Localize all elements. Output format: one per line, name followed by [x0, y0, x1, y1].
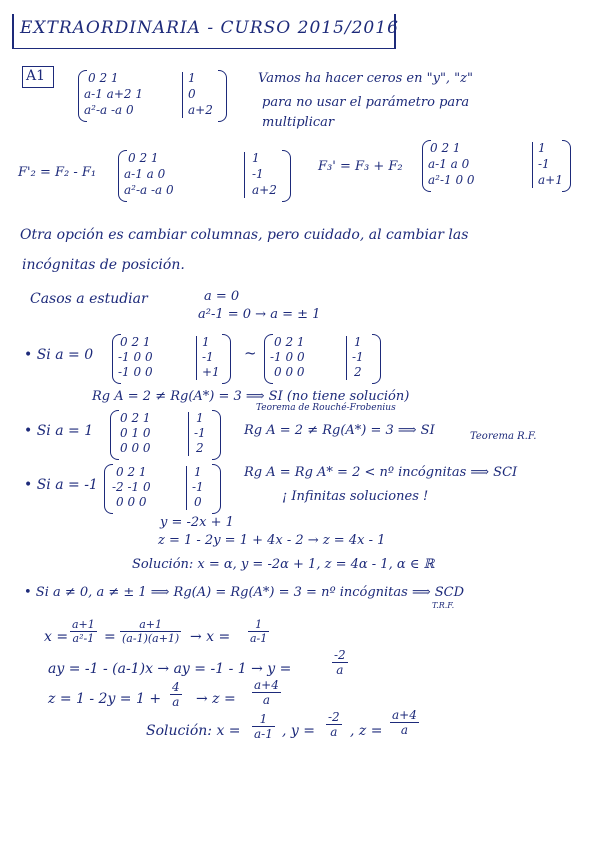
- fraction-denominator: a: [330, 725, 338, 739]
- equivalence-symbol: ~: [244, 344, 257, 362]
- fraction-numerator: 1: [248, 618, 269, 632]
- rank-statement: Rg A = 2 ≠ Rg(A*) = 3 ⟹ SI (no tiene solución): [92, 389, 410, 404]
- matrix-bracket-right: [282, 150, 291, 202]
- matrix-rhs: a+2: [188, 103, 213, 117]
- fraction-denominator: a: [262, 693, 270, 707]
- y-equation: ay = -1 - (a-1)x → ay = -1 - 1 → y =: [48, 661, 292, 677]
- matrix-bracket-right: [372, 334, 381, 384]
- fraction: [170, 680, 182, 709]
- case-heading: • Si a = 1: [24, 423, 94, 439]
- matrix-rhs: 1: [538, 141, 546, 155]
- matrix-rhs: 0: [188, 87, 196, 101]
- matrix-row: -2 -1 0: [112, 480, 151, 494]
- page-title: EXTRAORDINARIA - CURSO 2015/2016: [20, 18, 399, 38]
- augment-bar: [186, 466, 187, 510]
- note-line: para no usar el parámetro para: [262, 95, 470, 110]
- fraction-denominator: a: [336, 663, 344, 677]
- fraction: [252, 712, 275, 741]
- fraction: [332, 648, 348, 677]
- matrix-row: 0 2 1: [430, 141, 461, 155]
- matrix-row: 0 1 0: [120, 426, 151, 440]
- fraction-numerator: a+4: [392, 708, 417, 722]
- matrix-rhs: +1: [202, 365, 220, 379]
- note-line: Vamos ha hacer ceros en "y", "z": [258, 71, 473, 86]
- matrix-row: 0 2 1: [128, 151, 159, 165]
- matrix-row: 0 0 0: [116, 495, 147, 509]
- augment-bar: [346, 336, 347, 380]
- case-heading: • Si a = -1: [24, 477, 98, 493]
- final-y-label: , y =: [282, 723, 315, 739]
- note-line: multiplicar: [262, 115, 335, 130]
- fraction-numerator: 4: [172, 680, 180, 694]
- matrix-row: a-1 a+2 1: [84, 87, 143, 101]
- matrix-row: 0 2 1: [274, 335, 305, 349]
- theorem-label: Teorema de Rouché-Frobenius: [256, 403, 396, 413]
- theorem-label: Teorema R.F.: [470, 431, 537, 442]
- matrix-row: -1 0 0: [270, 350, 305, 364]
- rank-statement: Rg A = 2 ≠ Rg(A*) = 3 ⟹ SI: [244, 423, 435, 438]
- rank-statement: Rg A = Rg A* = 2 < nº incógnitas ⟹ SCI: [244, 465, 518, 480]
- equation-line: y = -2x + 1: [160, 515, 234, 530]
- augment-bar: [188, 412, 189, 456]
- fraction-numerator: a+1: [72, 618, 95, 631]
- theorem-label: T.R.F.: [432, 601, 455, 610]
- fraction: [390, 708, 419, 737]
- matrix-row: 0 0 0: [120, 441, 151, 455]
- matrix-rhs: 1: [196, 411, 204, 425]
- augment-bar: [182, 72, 183, 118]
- x-equation-lhs: x =: [44, 629, 69, 645]
- matrix-row: a-1 a 0: [428, 157, 470, 171]
- exercise-label: A1: [26, 68, 46, 84]
- fraction-denominator: a: [400, 723, 408, 737]
- matrix-rhs: -1: [538, 157, 550, 171]
- matrix-row: 0 2 1: [116, 465, 147, 479]
- fraction-numerator: a+1: [120, 618, 181, 632]
- matrix-row: a²-a -a 0: [84, 103, 134, 117]
- fraction: [70, 618, 97, 645]
- augment-bar: [532, 142, 533, 188]
- alternative-note: Otra opción es cambiar columnas, pero cuidado, al cambiar las: [20, 227, 469, 243]
- fraction-denominator: a²-1: [72, 632, 95, 645]
- equation-line: z = 1 - 2y = 1 + 4x - 2 → z = 4x - 1: [158, 533, 386, 548]
- fraction-numerator: a+4: [254, 678, 279, 692]
- fraction: [326, 710, 342, 739]
- matrix-rhs: a+1: [538, 173, 563, 187]
- case-condition: a = 0: [204, 289, 240, 304]
- cases-intro: Casos a estudiar: [30, 291, 148, 307]
- fraction-denominator: a-1: [250, 632, 268, 645]
- matrix-row: a²-a -a 0: [124, 183, 174, 197]
- equals-sign: =: [104, 629, 116, 645]
- matrix-rhs: 1: [188, 71, 196, 85]
- matrix-row: -1 0 0: [118, 350, 153, 364]
- final-z-label: , z =: [350, 723, 383, 739]
- fraction-denominator: a: [172, 695, 180, 709]
- matrix-rhs: 1: [354, 335, 362, 349]
- fraction-denominator: (a-1)(a+1): [122, 632, 180, 645]
- augment-bar: [196, 336, 197, 380]
- matrix-row: a-1 a 0: [124, 167, 166, 181]
- matrix-rhs: 2: [354, 365, 362, 379]
- alternative-note: incógnitas de posición.: [22, 257, 185, 273]
- general-case: • Si a ≠ 0, a ≠ ± 1 ⟹ Rg(A) = Rg(A*) = 3 = nº incógnitas ⟹ SCD: [24, 585, 465, 600]
- matrix-bracket-right: [562, 140, 571, 192]
- final-solution-label: Solución: x =: [146, 723, 241, 739]
- solution-line: Solución: x = α, y = -2α + 1, z = 4α - 1, α ∈ ℝ: [132, 557, 435, 572]
- augment-bar: [244, 152, 245, 198]
- fraction: [248, 618, 269, 645]
- matrix-row: 0 2 1: [88, 71, 119, 85]
- matrix-bracket-right: [218, 70, 227, 122]
- matrix-rhs: -1: [252, 167, 264, 181]
- fraction-numerator: -2: [328, 710, 340, 724]
- matrix-rhs: -1: [352, 350, 364, 364]
- z-equation: z = 1 - 2y = 1 +: [48, 691, 162, 707]
- matrix-row: 0 0 0: [274, 365, 305, 379]
- matrix-rhs: -1: [192, 480, 204, 494]
- matrix-rhs: 1: [194, 465, 202, 479]
- matrix-rhs: -1: [202, 350, 214, 364]
- matrix-bracket-right: [212, 410, 221, 460]
- matrix-rhs: 1: [202, 335, 210, 349]
- matrix-rhs: 0: [194, 495, 202, 509]
- matrix-rhs: 2: [196, 441, 204, 455]
- fraction-numerator: 1: [252, 712, 275, 727]
- matrix-row: 0 2 1: [120, 411, 151, 425]
- matrix-bracket-right: [212, 464, 221, 514]
- row-operation: F₃' = F₃ + F₂: [318, 159, 403, 174]
- matrix-bracket-left: [110, 410, 119, 460]
- infinite-solutions-note: ¡ Infinitas soluciones !: [282, 489, 429, 504]
- fraction: [252, 678, 281, 707]
- arrow-result: → z =: [196, 691, 236, 707]
- matrix-bracket-right: [222, 334, 231, 384]
- matrix-row: -1 0 0: [118, 365, 153, 379]
- matrix-row: 0 2 1: [120, 335, 151, 349]
- case-condition: a²-1 = 0 → a = ± 1: [198, 307, 321, 322]
- fraction-numerator: -2: [334, 648, 346, 662]
- matrix-rhs: -1: [194, 426, 206, 440]
- row-operation: F'₂ = F₂ - F₁: [18, 165, 97, 180]
- matrix-rhs: 1: [252, 151, 260, 165]
- fraction-denominator: a-1: [254, 727, 273, 741]
- fraction: [120, 618, 181, 645]
- arrow-result: → x =: [190, 629, 231, 645]
- matrix-row: a²-1 0 0: [428, 173, 475, 187]
- case-heading: • Si a = 0: [24, 347, 94, 363]
- matrix-rhs: a+2: [252, 183, 277, 197]
